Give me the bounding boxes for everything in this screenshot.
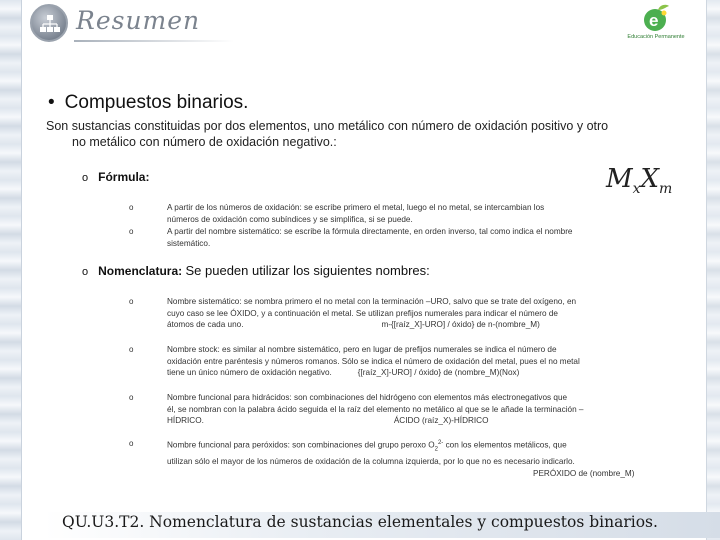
ring-bullet: o bbox=[129, 203, 134, 212]
left-decorative-border bbox=[0, 0, 22, 540]
item-line: Nombre stock: es similar al nombre sistemático, pero en lugar de prefijos numerales se indica el número de bbox=[167, 345, 557, 354]
item-line: sistemático. bbox=[167, 238, 211, 248]
intro-line-1: Son sustancias constituidas por dos elementos, uno metálico con número de oxidación positivo y otro bbox=[46, 119, 609, 133]
nomenclatura-item bbox=[129, 296, 687, 331]
nomenclatura-text: Se pueden utilizar los siguientes nombres: bbox=[185, 263, 430, 278]
intro-paragraph bbox=[46, 118, 686, 150]
footer-text: QU.U3.T2. Nomenclatura de sustancias elementales y compuestos binarios. bbox=[62, 513, 658, 531]
formula-item bbox=[129, 226, 687, 249]
item-line: átomos de cada uno. m-{[raíz_X]-URO] / óxido} de n-(nombre_M) bbox=[167, 320, 540, 330]
nomenclatura-item bbox=[129, 392, 687, 427]
formula-item bbox=[129, 202, 667, 225]
nomenclatura-item bbox=[129, 344, 687, 379]
ring-bullet: o bbox=[82, 172, 89, 184]
nomenclatura-heading bbox=[82, 263, 430, 278]
item-line: HÍDRICO. ÁCIDO (raíz_X)-HÍDRICO bbox=[167, 416, 489, 426]
item-line: él, se nombran con la palabra ácido seguida el la raíz del elemento no metálico al que se le añade la terminación – bbox=[167, 404, 584, 414]
item-line: cuyo caso se lee ÓXIDO, y a continuación el metal. Se utilizan prefijos numerales para indicar el número de bbox=[167, 308, 558, 318]
item-line: PERÓXIDO de (nombre_M) bbox=[533, 468, 635, 478]
ring-bullet: o bbox=[129, 439, 134, 448]
formula-x: x bbox=[632, 181, 641, 198]
formula-label: Fórmula: bbox=[98, 170, 150, 184]
formula-X: X bbox=[640, 164, 660, 194]
item-line: tiene un único número de oxidación negativo. {[raíz_X]-URO] / óxido} de (nombre_M)(Nox) bbox=[167, 368, 520, 378]
nomenclatura-label: Nomenclatura: bbox=[98, 264, 183, 278]
svg-text:e: e bbox=[649, 11, 659, 30]
item-line: Nombre funcional para peróxidos: son combinaciones del grupo peroxo $O_2^{2-}$ con los elementos metálicos, que bbox=[167, 440, 567, 453]
ring-bullet: o bbox=[129, 227, 134, 236]
brand-e-leaf-icon bbox=[642, 4, 670, 34]
intro-line-2: no metálico con número de oxidación negativo.: bbox=[72, 135, 337, 149]
right-decorative-border bbox=[706, 0, 720, 540]
item-line: Nombre sistemático: se nombra primero el no metal con la terminación –URO, salvo que se trate del oxígeno, en bbox=[167, 297, 577, 306]
heading-bullet: • bbox=[48, 92, 55, 113]
ring-bullet: o bbox=[129, 297, 134, 306]
formula-heading bbox=[82, 170, 149, 184]
item-line: utilizan sólo el mayor de los números de oxidación de la columna izquierda, por lo que no es necesario indicarlo. bbox=[167, 456, 575, 466]
brand-logo bbox=[614, 4, 698, 44]
title-underline bbox=[74, 40, 234, 42]
slide-title: Resumen bbox=[76, 6, 201, 35]
formula-m: m bbox=[659, 181, 673, 198]
formula-M: M bbox=[606, 164, 633, 194]
item-line: números de oxidación como subíndices y se simplifica, si se puede. bbox=[167, 214, 413, 224]
item-line: oxidación entre paréntesis y números romanos. Sólo se indica el número de oxidación del metal, pues el no metal bbox=[167, 356, 580, 366]
ring-bullet: o bbox=[129, 393, 134, 402]
nomenclatura-item bbox=[129, 438, 687, 479]
slide-header bbox=[22, 0, 706, 50]
item-line: A partir de los números de oxidación: se escribe primero el metal, luego el no metal, se intercambian los bbox=[167, 203, 545, 212]
ring-bullet: o bbox=[129, 345, 134, 354]
item-line: A partir del nombre sistemático: se escribe la fórmula directamente, en orden inverso, tal como indica el nombre bbox=[167, 227, 573, 236]
general-formula bbox=[606, 164, 672, 197]
item-line: Nombre funcional para hidrácidos: son combinaciones del hidrógeno con elementos más electronegativos que bbox=[167, 393, 568, 402]
ring-bullet: o bbox=[82, 266, 89, 278]
section-heading bbox=[48, 92, 248, 114]
heading-text: Compuestos binarios. bbox=[64, 92, 249, 113]
org-chart-icon bbox=[30, 4, 68, 42]
brand-text: Educación Permanente bbox=[627, 34, 685, 40]
